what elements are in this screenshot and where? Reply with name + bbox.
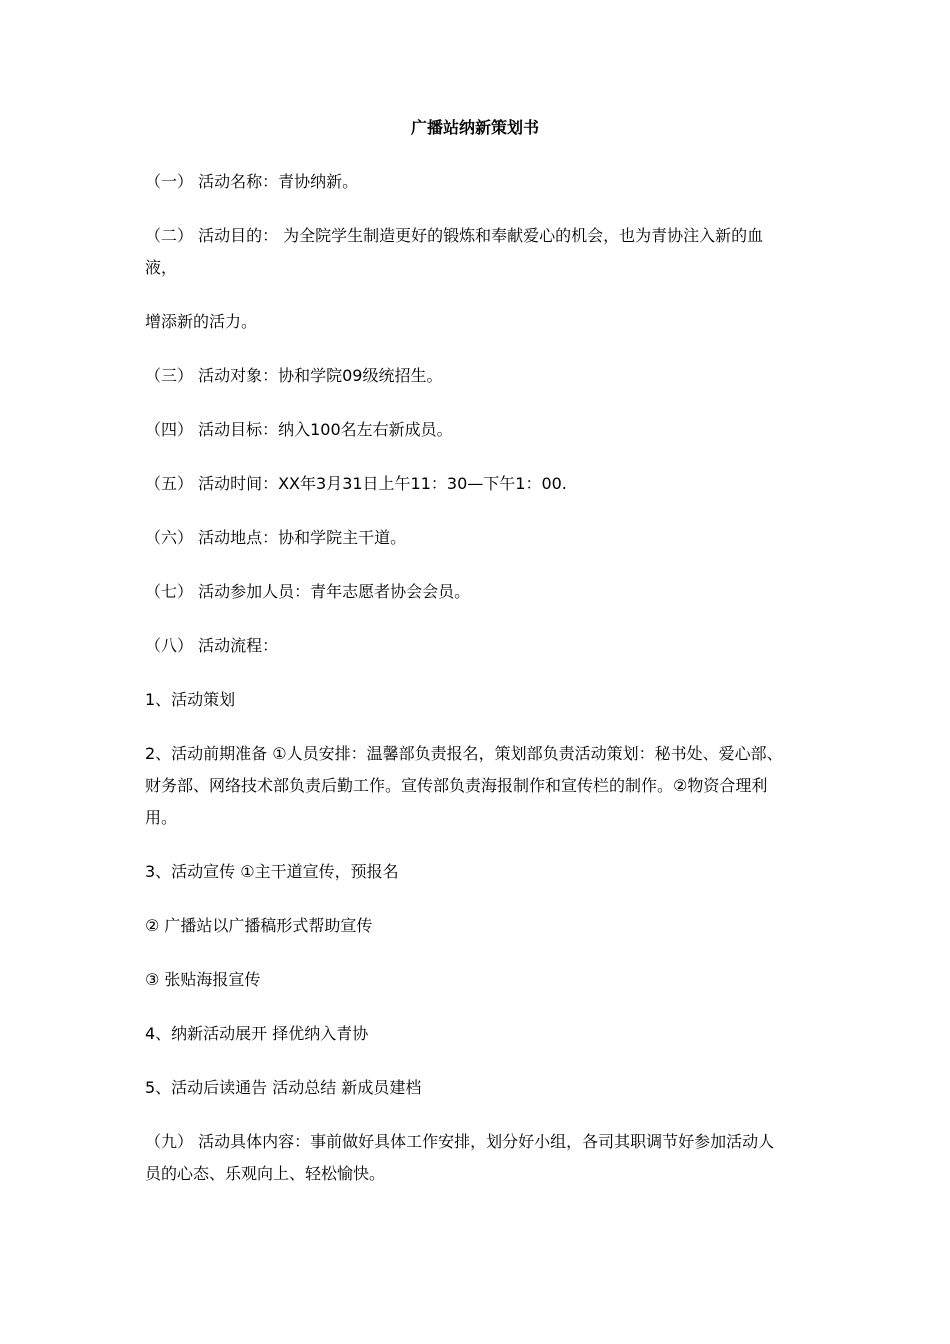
process-step-3: 3、活动宣传 ①主干道宣传，预报名 (145, 862, 399, 881)
section-8-activity-process: （八） 活动流程： (145, 636, 279, 655)
section-7-activity-participants: （七） 活动参加人员：青年志愿者协会会员。 (145, 582, 471, 601)
section-2-activity-purpose-line-1: （二） 活动目的： 为全院学生制造更好的锻炼和奉献爱心的机会，也为青协注入新的血 (145, 226, 764, 245)
document-title: 广播站纳新策划书 (410, 118, 539, 137)
section-9-activity-content-line-1: （九） 活动具体内容：事前做好具体工作安排，划分好小组，各司其职调节好参加活动人 (145, 1132, 775, 1151)
section-1-activity-name: （一） 活动名称：青协纳新。 (145, 172, 359, 191)
process-step-3-item-2: ② 广播站以广播稿形式帮助宣传 (145, 916, 373, 935)
section-2-activity-purpose-line-2: 液， (145, 258, 178, 277)
process-step-1: 1、活动策划 (145, 690, 236, 709)
section-3-activity-target-group: （三） 活动对象：协和学院09级统招生。 (145, 366, 443, 385)
process-step-2-line-1: 2、活动前期准备 ①人员安排：温馨部负责报名，策划部负责活动策划：秘书处、爱心部、 (145, 744, 783, 763)
process-step-4: 4、纳新活动展开 择优纳入青协 (145, 1024, 369, 1043)
section-9-activity-content-line-2: 员的心态、乐观向上、轻松愉快。 (145, 1164, 386, 1183)
process-step-5: 5、活动后读通告 活动总结 新成员建档 (145, 1078, 422, 1097)
process-step-2-line-3: 用。 (145, 808, 178, 827)
section-2-activity-purpose-line-3: 增添新的活力。 (145, 312, 258, 331)
section-5-activity-time: （五） 活动时间：XX年3月31日上午11：30—下午1：00. (145, 474, 567, 493)
section-6-activity-location: （六） 活动地点：协和学院主干道。 (145, 528, 407, 547)
process-step-2-line-2: 财务部、网络技术部负责后勤工作。宣传部负责海报制作和宣传栏的制作。②物资合理利 (145, 776, 768, 795)
section-4-activity-goal: （四） 活动目标：纳入100名左右新成员。 (145, 420, 453, 439)
process-step-3-item-3: ③ 张贴海报宣传 (145, 970, 261, 989)
